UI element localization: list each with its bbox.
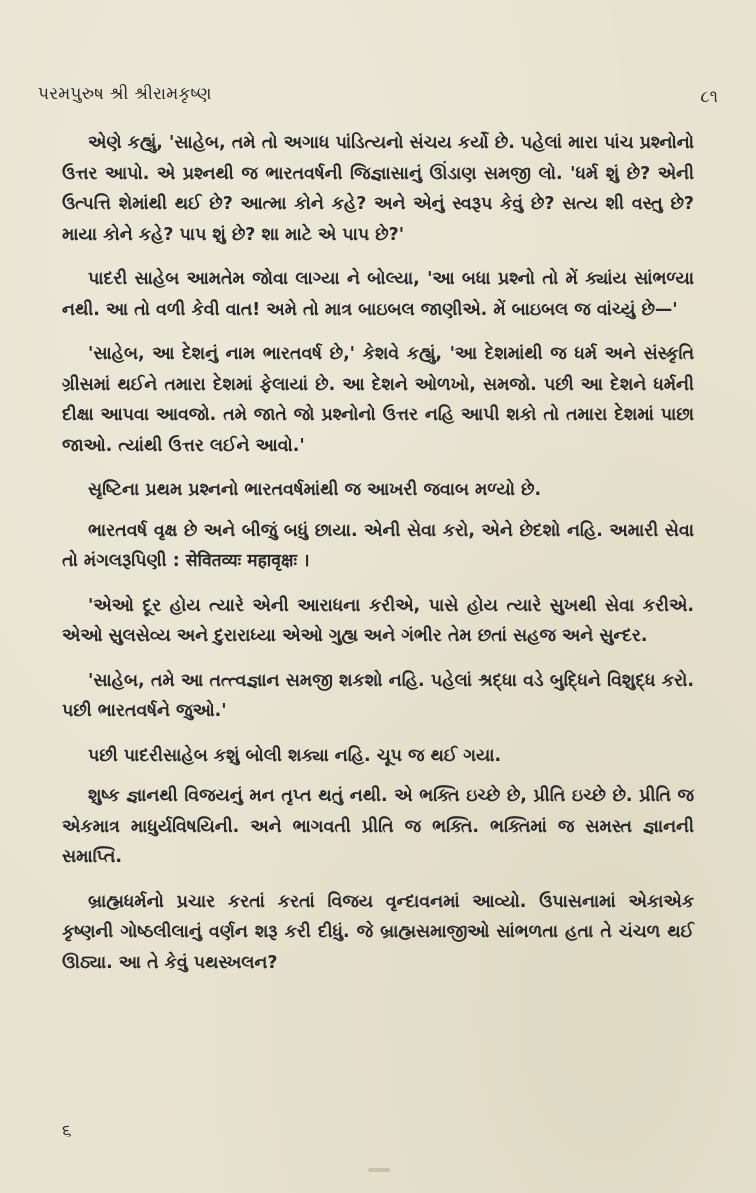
paragraph: પછી પાદરીસાહેબ કશું બોલી શક્યા નહિ. ચૂપ જ થઈ ગયા. (88, 745, 502, 766)
running-title: પરમપુરુષ શ્રી શ્રીરામકૃષ્ણ (38, 84, 212, 104)
paragraph: 'સાહેબ, આ દેશનું નામ ભારતવર્ષ છે,' કેશવે કહ્યું, 'આ દેશમાંથી જ ધર્મ અને સંસ્કૃતિ ગ્રીસમાં થઈને તમારા દેશમાં ફેલાયાં છે. આ દેશને ઓળખો, સમજો. પછી આ દેશને ધર્મની દીક્ષા આપવા આવજો. તમે જાતે જો પ્રશ્નોનો ઉત્તર નહિ આપી શકો તો તમારા દેશમાં પાછા જાઓ. ત્યાંથી ઉત્તર લઈને આવો.' (62, 344, 694, 456)
paragraph: 'એઓ દૂર હોય ત્યારે એની આરાધના કરીએ, પાસે હોય ત્યારે સુખથી સેવા કરીએ. એઓ સુલસેવ્ય અને દુરારાધ્ય। એઓ ગુહ્ય અને ગંભીર તેમ છતાં સહજ અને સુન્દર. (62, 595, 694, 646)
page-header (38, 62, 718, 107)
paragraph: સૃષ્ટિના પ્રથમ પ્રશ્નનો ભારતવર્ષમાંથી જ આખરી જવાબ મળ્યો છે. (88, 480, 542, 500)
paragraph: શુષ્ક જ્ઞાનથી વિજયનું મન તૃપ્ત થતું નથી. એ ભક્તિ ઇચ્છે છે, પ્રીતિ ઇચ્છે છે. પ્રીતિ જ એકમાત્ર માધુર્યવિષયિની. અને ભાગવતી પ્રીતિ જ ભક્તિ. ભક્તિમાં જ સમસ્ત જ્ઞાનની સમાપ્તિ. (62, 786, 694, 867)
body-text (62, 128, 694, 992)
paper-smudge (368, 1168, 390, 1172)
paragraph: એણે કહ્યું, 'સાહેબ, તમે તો અગાધ પાંડિત્યનો સંચય કર્યો છે. પહેલાં મારા પાંચ પ્રશ્નોનો ઉત્તર આપો. એ પ્રશ્નથી જ ભારતવર્ષની જિજ્ઞાસાનું ઊંડાણ સમજી લો. 'ધર્મ શું છે? એની ઉત્પત્તિ શેમાંથી થઈ છે? આત્મા કોને કહે? અને એનું સ્વરૂપ કેવું છે? સત્ય શી વસ્તુ છે? માયા કોને કહે? પાપ શું છે? શા માટે એ પાપ છે?' (62, 133, 694, 245)
page-number: ૮૧ (700, 87, 718, 107)
paragraph: બ્રાહ્મધર્મનો પ્રચાર કરતાં કરતાં વિજય વૃન્દાવનમાં આવ્યો. ઉપાસનામાં એકાએક કૃષ્ણની ગોષ્ઠલીલાનું વર્ણન શરૂ કરી દીધું. જે બ્રાહ્મસમાજીઓ સાંભળતા હતા તે ચંચળ થઈ ઊઠ્યા. આ તે કેવું પથસ્ખલન? (62, 891, 694, 973)
paragraph: ભારતવર્ષ વૃક્ષ છે અને બીજું બધું છાયા. એની સેવા કરો, એને છેદશો નહિ. અમારી સેવા તો મંગલરૂપિણી : सेवितव्यः महावृक्षः । (62, 520, 694, 571)
paragraph: 'સાહેબ, તમે આ તત્ત્વજ્ઞાન સમજી શકશો નહિ. પહેલાં શ્રદ્ધા વડે બુદ્ધિને વિશુદ્ધ કરો. પછી ભારતવર્ષને જુઓ.' (62, 670, 694, 721)
paragraph: પાદરી સાહેબ આમતેમ જોવા લાગ્યા ને બોલ્યા, 'આ બધા પ્રશ્નો તો મેં ક્યાંય સાંભળ્યા નથી. આ તો વળી કેવી વાત! અમે તો માત્ર બાઇબલ જાણીએ. મેં બાઇબલ જ વાંચ્યું છે—' (62, 269, 694, 320)
signature-mark: ૬ (62, 1121, 72, 1141)
